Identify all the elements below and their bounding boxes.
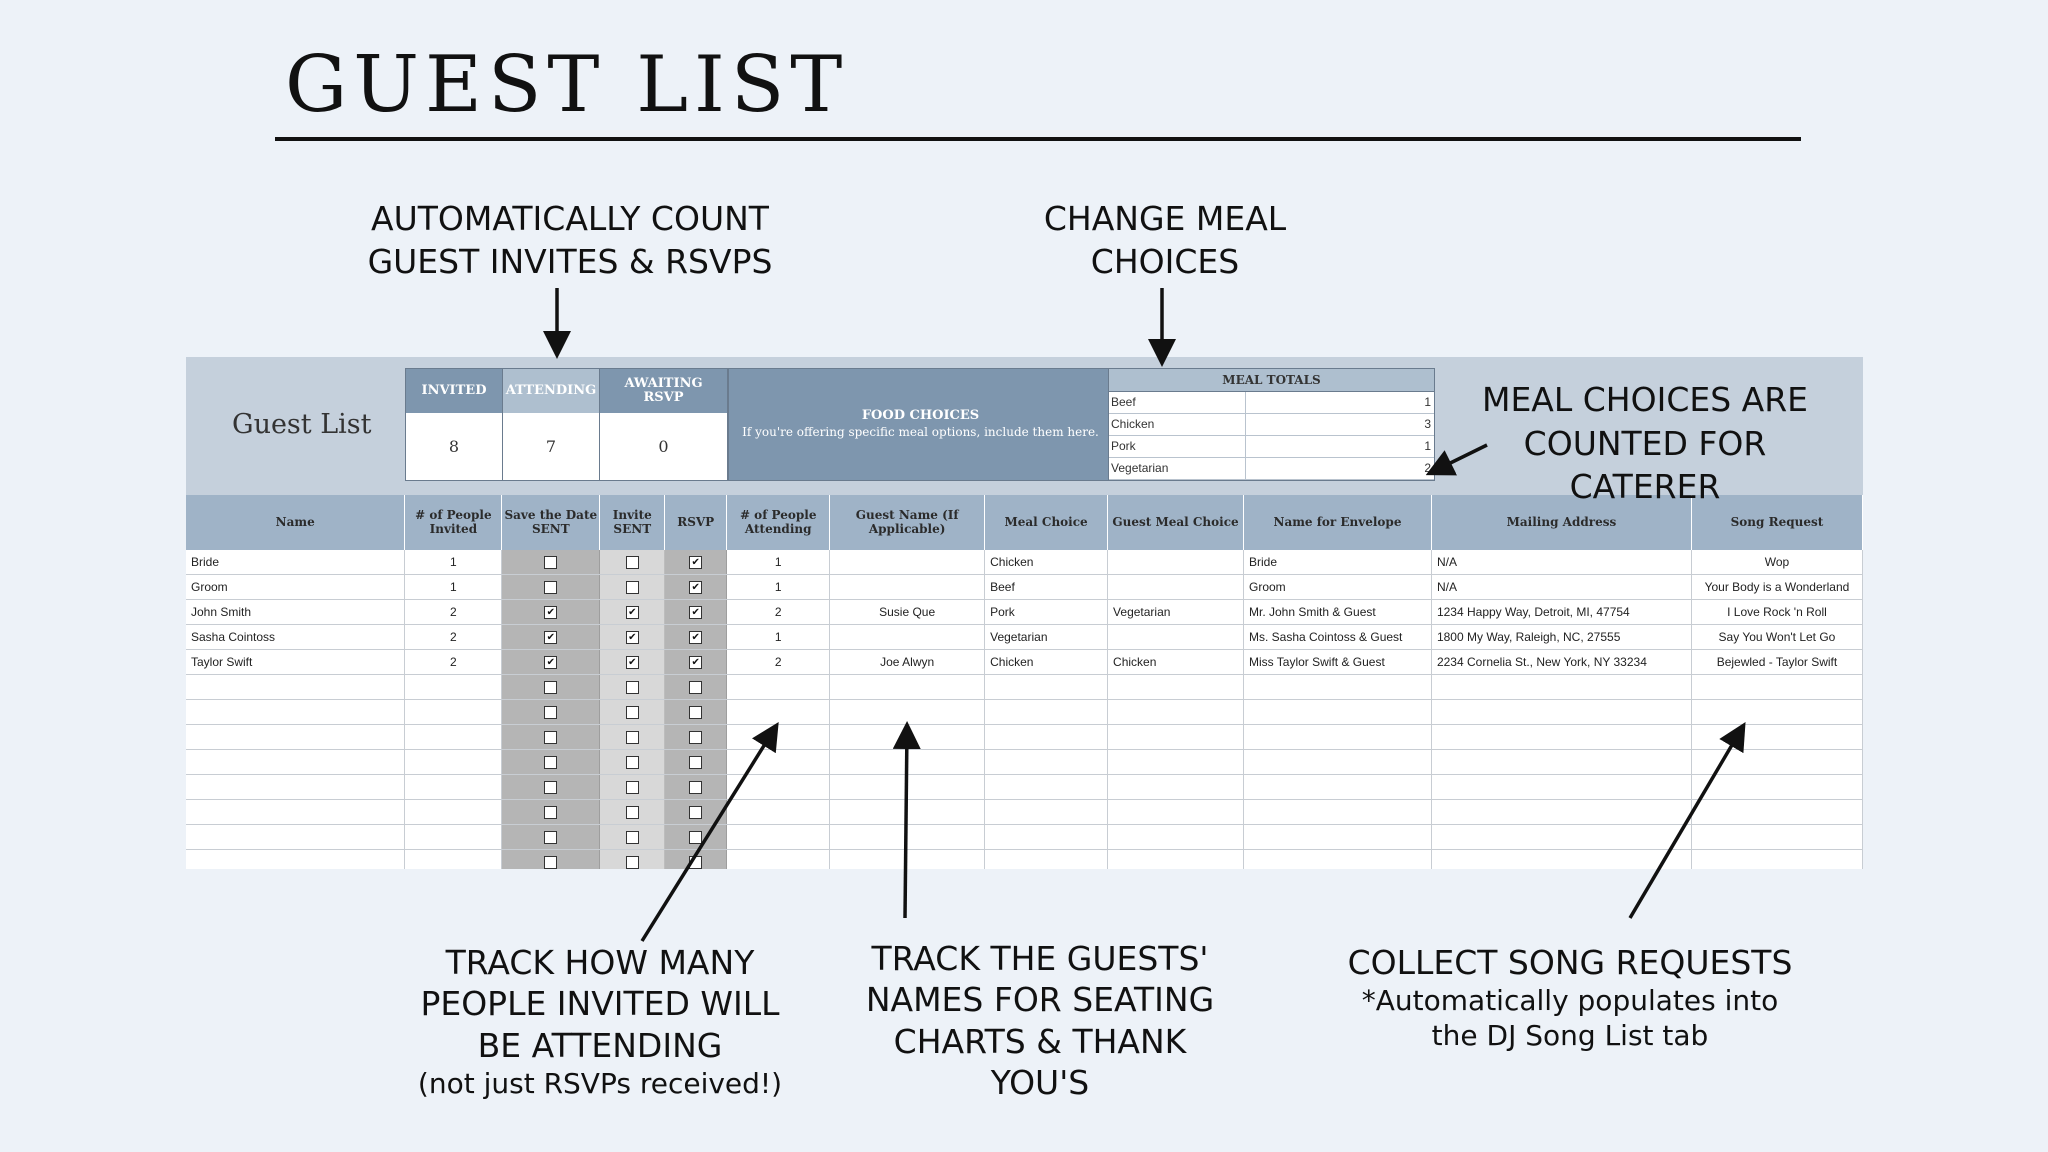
invite-checkbox-cell[interactable] [600,725,665,750]
checked-checkbox-icon[interactable]: ✔ [689,556,702,569]
checkbox-icon[interactable] [626,781,639,794]
guest-cell[interactable] [830,725,985,750]
song-cell[interactable] [1691,800,1862,825]
attending-cell[interactable] [727,775,830,800]
guest-cell[interactable] [830,850,985,870]
checkbox-icon[interactable] [626,856,639,869]
std-checkbox-cell[interactable] [502,550,600,575]
meal-totals-rows [1109,392,1434,480]
address-cell[interactable] [1431,775,1691,800]
food-choices-subtitle: If you're offering specific meal options, include them here. [742,425,1099,439]
guest-cell[interactable] [830,550,985,575]
checkbox-icon[interactable] [689,806,702,819]
table-row [186,600,1863,625]
invited-cell[interactable] [405,850,502,870]
checked-checkbox-icon[interactable]: ✔ [544,656,557,669]
meal-count: 2 [1424,461,1431,475]
meal-name: Pork [1109,436,1246,457]
address-cell[interactable]: 1800 My Way, Raleigh, NC, 27555 [1431,625,1691,650]
invite-checkbox-cell[interactable] [600,825,665,850]
column-header-address[interactable]: Mailing Address [1431,495,1691,550]
address-cell[interactable] [1431,825,1691,850]
invited-cell[interactable] [405,825,502,850]
attending-cell[interactable]: 2 [727,600,830,625]
envelope-cell[interactable]: Mr. John Smith & Guest [1243,600,1431,625]
annotation-change-meal: CHANGE MEAL CHOICES [1043,199,1287,281]
name-cell[interactable]: Groom [186,575,405,600]
invite-checkbox-cell[interactable] [600,625,665,650]
summary-attending-label: ATTENDING [503,369,599,413]
address-cell[interactable] [1431,675,1691,700]
checked-checkbox-icon[interactable]: ✔ [689,606,702,619]
rsvp-checkbox-cell[interactable] [665,700,727,725]
envelope-cell[interactable]: Bride [1243,550,1431,575]
address-cell[interactable]: 2234 Cornelia St., New York, NY 33234 [1431,650,1691,675]
column-header-rsvp[interactable]: RSVP [665,495,727,550]
checkbox-icon[interactable] [544,781,557,794]
std-checkbox-cell[interactable] [502,850,600,870]
checkbox-icon[interactable] [626,681,639,694]
meal-name: Beef [1109,392,1246,413]
checkbox-icon[interactable] [689,706,702,719]
title-divider [275,137,1801,141]
rsvp-checkbox-cell[interactable] [665,550,727,575]
invite-checkbox-cell[interactable] [600,650,665,675]
meal-totals-box [1108,368,1435,481]
table-row-empty [186,750,1863,775]
table-row-empty [186,825,1863,850]
guest-meal-cell[interactable] [1108,825,1244,850]
envelope-cell[interactable] [1243,775,1431,800]
guest-meal-cell[interactable] [1108,775,1244,800]
name-cell[interactable]: John Smith [186,600,405,625]
guest-cell[interactable] [830,750,985,775]
meal-cell[interactable] [985,750,1108,775]
checkbox-icon[interactable] [544,556,557,569]
invite-checkbox-cell[interactable] [600,775,665,800]
name-cell[interactable] [186,675,405,700]
song-cell[interactable]: Your Body is a Wonderland [1691,575,1862,600]
checked-checkbox-icon[interactable]: ✔ [689,581,702,594]
summary-awaiting-label: AWAITING RSVP [600,369,727,413]
song-cell[interactable] [1691,825,1862,850]
song-cell[interactable]: I Love Rock 'n Roll [1691,600,1862,625]
table-row-empty [186,675,1863,700]
envelope-cell[interactable] [1243,700,1431,725]
guest-cell[interactable]: Susie Que [830,600,985,625]
guest-meal-cell[interactable]: Chicken [1108,650,1244,675]
song-cell[interactable]: Wop [1691,550,1862,575]
table-row-empty [186,700,1863,725]
table-row-empty [186,725,1863,750]
envelope-cell[interactable] [1243,675,1431,700]
checkbox-icon[interactable] [544,706,557,719]
invite-checkbox-cell[interactable] [600,850,665,870]
name-cell[interactable] [186,800,405,825]
invite-checkbox-cell[interactable] [600,575,665,600]
guest-cell[interactable] [830,775,985,800]
checkbox-icon[interactable] [689,731,702,744]
column-header-envelope[interactable]: Name for Envelope [1243,495,1431,550]
checkbox-icon[interactable] [689,781,702,794]
checked-checkbox-icon[interactable]: ✔ [544,606,557,619]
song-cell[interactable] [1691,700,1862,725]
name-cell[interactable]: Sasha Cointoss [186,625,405,650]
guest-meal-cell[interactable] [1108,625,1244,650]
table-row-empty [186,850,1863,870]
name-cell[interactable] [186,775,405,800]
std-checkbox-cell[interactable] [502,725,600,750]
attending-cell[interactable] [727,675,830,700]
guest-meal-cell[interactable] [1108,700,1244,725]
annotation-auto-count: AUTOMATICALLY COUNT GUEST INVITES & RSVPS [367,199,773,281]
annotation-songs: COLLECT SONG REQUESTS *Automatically populates into the DJ Song List tab [1320,942,1820,1053]
guest-meal-cell[interactable] [1108,575,1244,600]
invited-cell[interactable] [405,675,502,700]
food-choices-title: FOOD CHOICES [861,408,980,423]
attending-cell[interactable]: 1 [727,625,830,650]
meal-total-row [1109,436,1434,458]
summary-awaiting-value: 0 [658,437,669,456]
rsvp-checkbox-cell[interactable] [665,775,727,800]
invite-checkbox-cell[interactable] [600,600,665,625]
attending-cell[interactable] [727,725,830,750]
table-row-empty [186,800,1863,825]
table-row [186,550,1863,575]
meal-name: Vegetarian [1109,458,1246,479]
envelope-cell[interactable]: Miss Taylor Swift & Guest [1243,650,1431,675]
invited-cell[interactable]: 1 [405,575,502,600]
name-cell[interactable] [186,700,405,725]
address-cell[interactable] [1431,750,1691,775]
meal-cell[interactable]: Chicken [985,550,1108,575]
name-cell[interactable]: Taylor Swift [186,650,405,675]
meal-cell[interactable] [985,725,1108,750]
song-cell[interactable]: Say You Won't Let Go [1691,625,1862,650]
table-row-empty [186,775,1863,800]
meal-cell[interactable]: Beef [985,575,1108,600]
table-row [186,575,1863,600]
song-cell[interactable] [1691,675,1862,700]
guest-meal-cell[interactable]: Vegetarian [1108,600,1244,625]
checkbox-icon[interactable] [689,856,702,869]
checked-checkbox-icon[interactable]: ✔ [626,656,639,669]
summary-attending-value: 7 [545,437,557,456]
attending-cell[interactable]: 1 [727,575,830,600]
invite-checkbox-cell[interactable] [600,750,665,775]
checked-checkbox-icon[interactable]: ✔ [689,656,702,669]
summary-invited-value: 8 [448,437,460,456]
rsvp-checkbox-cell[interactable] [665,675,727,700]
std-checkbox-cell[interactable] [502,750,600,775]
envelope-cell[interactable] [1243,800,1431,825]
sheet-title: Guest List [232,409,372,440]
rsvp-checkbox-cell[interactable] [665,625,727,650]
checkbox-icon[interactable] [689,681,702,694]
meal-cell[interactable] [985,825,1108,850]
checked-checkbox-icon[interactable]: ✔ [689,631,702,644]
attending-cell[interactable] [727,800,830,825]
guest-cell[interactable] [830,700,985,725]
checkbox-icon[interactable] [626,556,639,569]
column-header-invited[interactable]: # of People Invited [405,495,502,550]
name-cell[interactable]: Bride [186,550,405,575]
rsvp-checkbox-cell[interactable] [665,725,727,750]
checked-checkbox-icon[interactable]: ✔ [544,631,557,644]
meal-total-row [1109,458,1434,480]
invited-cell[interactable] [405,750,502,775]
guest-cell[interactable]: Joe Alwyn [830,650,985,675]
annotation-songs-note-2: the DJ Song List tab [1431,1019,1709,1053]
invited-cell[interactable]: 2 [405,650,502,675]
invited-cell[interactable] [405,700,502,725]
checked-checkbox-icon[interactable]: ✔ [626,631,639,644]
address-cell[interactable]: N/A [1431,550,1691,575]
guest-table [186,495,1863,869]
column-header-attending[interactable]: # of People Attending [727,495,830,550]
address-cell[interactable] [1431,725,1691,750]
meal-cell[interactable] [985,675,1108,700]
summary-invited-label: INVITED [406,369,502,413]
song-cell[interactable] [1691,850,1862,870]
guest-meal-cell[interactable] [1108,800,1244,825]
meal-total-row [1109,414,1434,436]
song-cell[interactable] [1691,750,1862,775]
column-header-guest[interactable]: Guest Name (If Applicable) [830,495,985,550]
std-checkbox-cell[interactable] [502,800,600,825]
annotation-songs-note-1: *Automatically populates into [1361,984,1779,1018]
guest-meal-cell[interactable] [1108,675,1244,700]
column-header-std[interactable]: Save the Date SENT [502,495,600,550]
attending-cell[interactable] [727,850,830,870]
meal-count: 1 [1424,395,1431,409]
address-cell[interactable]: 1234 Happy Way, Detroit, MI, 47754 [1431,600,1691,625]
std-checkbox-cell[interactable] [502,650,600,675]
rsvp-checkbox-cell[interactable] [665,575,727,600]
song-cell[interactable] [1691,725,1862,750]
envelope-cell[interactable] [1243,725,1431,750]
checkbox-icon[interactable] [544,581,557,594]
summary-attending [502,368,600,481]
column-header-invite[interactable]: Invite SENT [600,495,665,550]
invited-cell[interactable]: 2 [405,600,502,625]
guest-cell[interactable] [830,800,985,825]
attending-cell[interactable]: 2 [727,650,830,675]
envelope-cell[interactable] [1243,850,1431,870]
address-cell[interactable] [1431,800,1691,825]
invite-checkbox-cell[interactable] [600,550,665,575]
guest-cell[interactable] [830,825,985,850]
rsvp-checkbox-cell[interactable] [665,850,727,870]
checkbox-icon[interactable] [544,681,557,694]
attending-cell[interactable]: 1 [727,550,830,575]
rsvp-checkbox-cell[interactable] [665,800,727,825]
column-header-name[interactable]: Name [186,495,405,550]
invited-cell[interactable]: 2 [405,625,502,650]
checked-checkbox-icon[interactable]: ✔ [626,606,639,619]
name-cell[interactable] [186,750,405,775]
meal-cell[interactable] [985,775,1108,800]
attending-cell[interactable] [727,825,830,850]
guest-meal-cell[interactable] [1108,725,1244,750]
annotation-track-attending: TRACK HOW MANY PEOPLE INVITED WILL BE ATTENDING (not just RSVPs received!) [380,942,820,1101]
checkbox-icon[interactable] [626,706,639,719]
meal-cell[interactable] [985,800,1108,825]
song-cell[interactable] [1691,775,1862,800]
checkbox-icon[interactable] [544,831,557,844]
envelope-cell[interactable]: Ms. Sasha Cointoss & Guest [1243,625,1431,650]
std-checkbox-cell[interactable] [502,625,600,650]
std-checkbox-cell[interactable] [502,675,600,700]
address-cell[interactable]: N/A [1431,575,1691,600]
guest-cell[interactable] [830,625,985,650]
table-row [186,650,1863,675]
invite-checkbox-cell[interactable] [600,800,665,825]
address-cell[interactable] [1431,700,1691,725]
meal-count: 3 [1424,417,1431,431]
summary-invited [405,368,503,481]
invited-cell[interactable] [405,725,502,750]
checkbox-icon[interactable] [626,831,639,844]
meal-total-row [1109,392,1434,414]
guest-cell[interactable] [830,575,985,600]
song-cell[interactable]: Bejewled - Taylor Swift [1691,650,1862,675]
std-checkbox-cell[interactable] [502,775,600,800]
meal-name: Chicken [1109,414,1246,435]
name-cell[interactable] [186,725,405,750]
checkbox-icon[interactable] [689,756,702,769]
checkbox-icon[interactable] [626,581,639,594]
checkbox-icon[interactable] [544,731,557,744]
column-header-meal[interactable]: Meal Choice [985,495,1108,550]
annotation-track-names: TRACK THE GUESTS' NAMES FOR SEATING CHARTS & THANK YOU'S [865,939,1215,1102]
checkbox-icon[interactable] [544,806,557,819]
rsvp-checkbox-cell[interactable] [665,600,727,625]
invited-cell[interactable] [405,800,502,825]
envelope-cell[interactable]: Groom [1243,575,1431,600]
meal-cell[interactable]: Vegetarian [985,625,1108,650]
page-title: GUEST LIST [285,40,849,130]
std-checkbox-cell[interactable] [502,575,600,600]
name-cell[interactable] [186,850,405,870]
std-checkbox-cell[interactable] [502,600,600,625]
meal-cell[interactable]: Pork [985,600,1108,625]
address-cell[interactable] [1431,850,1691,870]
envelope-cell[interactable] [1243,750,1431,775]
std-checkbox-cell[interactable] [502,700,600,725]
checkbox-icon[interactable] [689,831,702,844]
meal-count: 1 [1424,439,1431,453]
std-checkbox-cell[interactable] [502,825,600,850]
rsvp-checkbox-cell[interactable] [665,650,727,675]
meal-cell[interactable] [985,850,1108,870]
column-header-song[interactable]: Song Request [1691,495,1862,550]
invite-checkbox-cell[interactable] [600,675,665,700]
column-header-guest-meal[interactable]: Guest Meal Choice [1108,495,1244,550]
rsvp-checkbox-cell[interactable] [665,750,727,775]
invited-cell[interactable] [405,775,502,800]
name-cell[interactable] [186,825,405,850]
attending-cell[interactable] [727,750,830,775]
guest-meal-cell[interactable] [1108,550,1244,575]
meal-totals-title: MEAL TOTALS [1109,369,1434,392]
invited-cell[interactable]: 1 [405,550,502,575]
checkbox-icon[interactable] [626,756,639,769]
attending-cell[interactable] [727,700,830,725]
checkbox-icon[interactable] [544,856,557,869]
meal-cell[interactable] [985,700,1108,725]
checkbox-icon[interactable] [626,731,639,744]
guest-meal-cell[interactable] [1108,850,1244,870]
annotation-track-attending-note: (not just RSVPs received!) [417,1066,783,1100]
envelope-cell[interactable] [1243,825,1431,850]
guest-cell[interactable] [830,675,985,700]
invite-checkbox-cell[interactable] [600,700,665,725]
checkbox-icon[interactable] [626,806,639,819]
summary-awaiting [599,368,728,481]
guest-meal-cell[interactable] [1108,750,1244,775]
checkbox-icon[interactable] [544,756,557,769]
annotation-meal-counted: MEAL CHOICES ARE COUNTED FOR CATERER [1481,380,1809,507]
meal-cell[interactable]: Chicken [985,650,1108,675]
rsvp-checkbox-cell[interactable] [665,825,727,850]
food-choices-box [728,368,1113,481]
table-row [186,625,1863,650]
